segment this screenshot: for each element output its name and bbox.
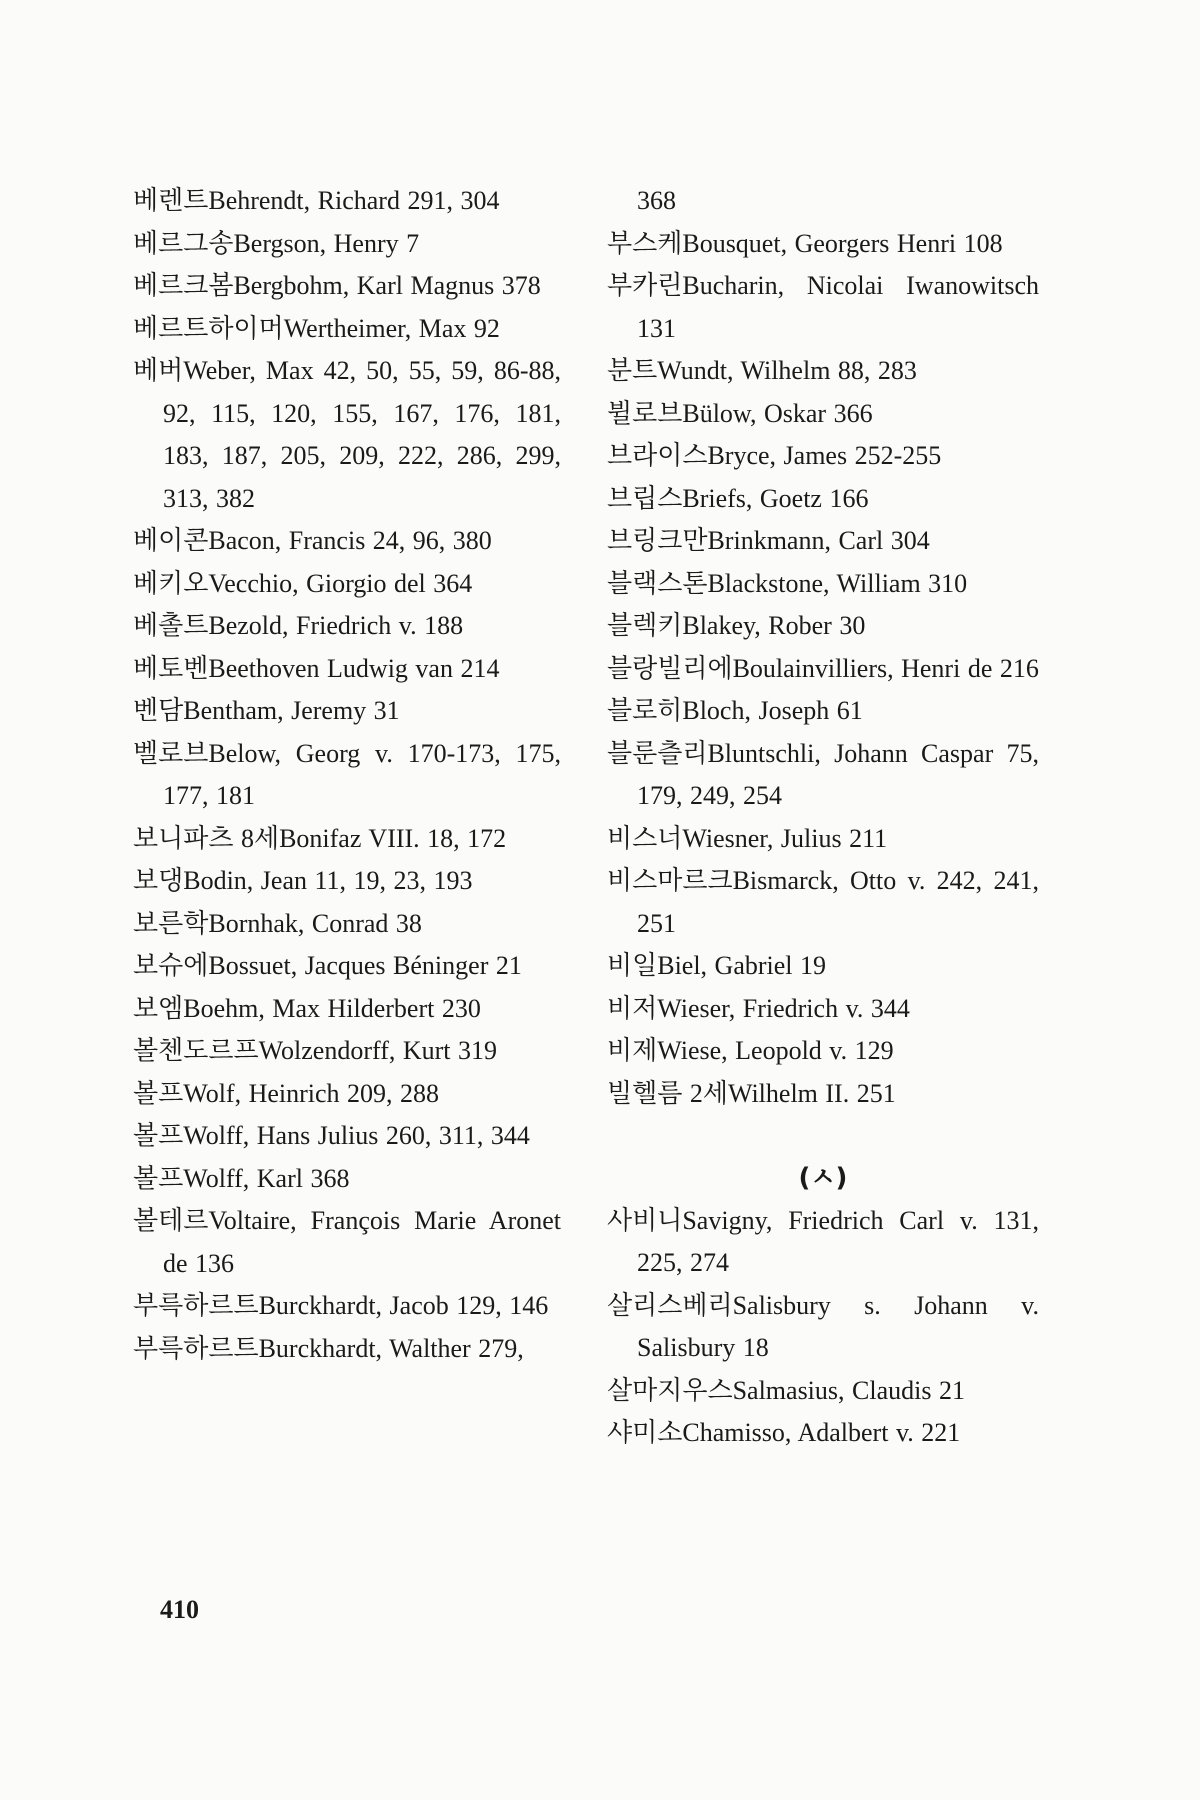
index-entry: 브라이스Bryce, James 252-255 [607,441,942,470]
left-column [133,180,561,1370]
page-number: 410 [160,1595,199,1624]
index-entry: 보댕Bodin, Jean 11, 19, 23, 193 [133,866,473,895]
index-entry: 볼테르Voltaire, François Marie Aronet de 136 [133,1206,561,1278]
index-entry: 비스마르크Bismarck, Otto v. 242, 241, 251 [607,866,1039,938]
index-entry: 살마지우스Salmasius, Claudis 21 [607,1375,965,1405]
index-entry: 볼첸도르프Wolzendorff, Kurt 319 [133,1036,498,1065]
index-entry: 보슈에Bossuet, Jacques Béninger 21 [133,951,522,980]
index-entry: 사비니Savigny, Friedrich Carl v. 131, 225, 274 [607,1205,1039,1277]
index-entry: 비일Biel, Gabriel 19 [607,951,827,980]
index-entry: 보엠Boehm, Max Hilderbert 230 [133,993,481,1023]
index-entry: 블렉키Blakey, Rober 30 [607,611,866,640]
index-entry: 부륵하르트Burckhardt, Jacob 129, 146 [133,1291,549,1320]
index-entry: 브링크만Brinkmann, Carl 304 [607,526,930,555]
index-entry: 볼프Wolf, Heinrich 209, 288 [133,1078,440,1108]
index-entry: 베르그송Bergson, Henry 7 [133,228,420,258]
right-column [607,180,1039,1455]
index-entry: 베토벤Beethoven Ludwig van 214 [133,653,500,683]
index-entry: 베렌트Behrendt, Richard 291, 304 [133,186,500,215]
index-entry: 볼프Wolff, Hans Julius 260, 311, 344 [133,1121,530,1150]
index-entry-continuation: 368 [637,186,676,215]
index-entry: 블룬츨리Bluntschli, Johann Caspar 75, 179, 249, 254 [607,738,1039,810]
index-entry: 블랙스톤Blackstone, William 310 [607,568,968,598]
index-entry: 베르트하이머Wertheimer, Max 92 [133,313,500,343]
index-entry: 부스케Bousquet, Georgers Henri 108 [607,228,1003,258]
index-entry: 비제Wiese, Leopold v. 129 [607,1036,894,1065]
index-entry: 비스너Wiesner, Julius 211 [607,823,888,853]
index-entry: 비저Wieser, Friedrich v. 344 [607,993,910,1023]
index-entry: 블랑빌리에Boulainvilliers, Henri de 216 [607,653,1039,683]
index-entry: 블로히Bloch, Joseph 61 [607,696,863,725]
index-entry: 벤담Bentham, Jeremy 31 [133,696,400,725]
index-entry: 샤미소Chamisso, Adalbert v. 221 [607,1418,961,1447]
index-entry: 베촐트Bezold, Friedrich v. 188 [133,611,464,640]
index-entry: 뷜로브Bülow, Oskar 366 [607,398,873,428]
index-entry: 베버Weber, Max 42, 50, 55, 59, 86-88, 92, 115, 120, 155, 167, 176, 181, 183, 187, 205, 209, 222, 286, 299, 313, 382 [133,356,561,513]
index-entry: 부카린Bucharin, Nicolai Iwanowitsch 131 [607,271,1039,343]
index-entry: 보른학Bornhak, Conrad 38 [133,908,422,938]
index-entry: 보니파츠 8세Bonifaz VIII. 18, 172 [133,823,507,853]
index-entry: 부륵하르트Burckhardt, Walther 279, [133,1333,524,1363]
index-entry: 브립스Briefs, Goetz 166 [607,483,869,513]
index-entry: 분트Wundt, Wilhelm 88, 283 [607,356,917,385]
index-entry: 살리스베리Salisbury s. Johann v. Salisbury 18 [607,1290,1039,1362]
index-entry: 빌헬름 2세Wilhelm II. 251 [607,1078,896,1108]
index-entry: 벨로브Below, Georg v. 170-173, 175, 177, 181 [133,738,561,810]
index-entry: 베르크봄Bergbohm, Karl Magnus 378 [133,271,541,300]
index-entry: 베키오Vecchio, Giorgio del 364 [133,568,473,598]
section-heading: (ㅅ) [798,1163,848,1193]
index-entry: 베이콘Bacon, Francis 24, 96, 380 [133,526,492,555]
index-entry: 볼프Wolff, Karl 368 [133,1163,350,1193]
